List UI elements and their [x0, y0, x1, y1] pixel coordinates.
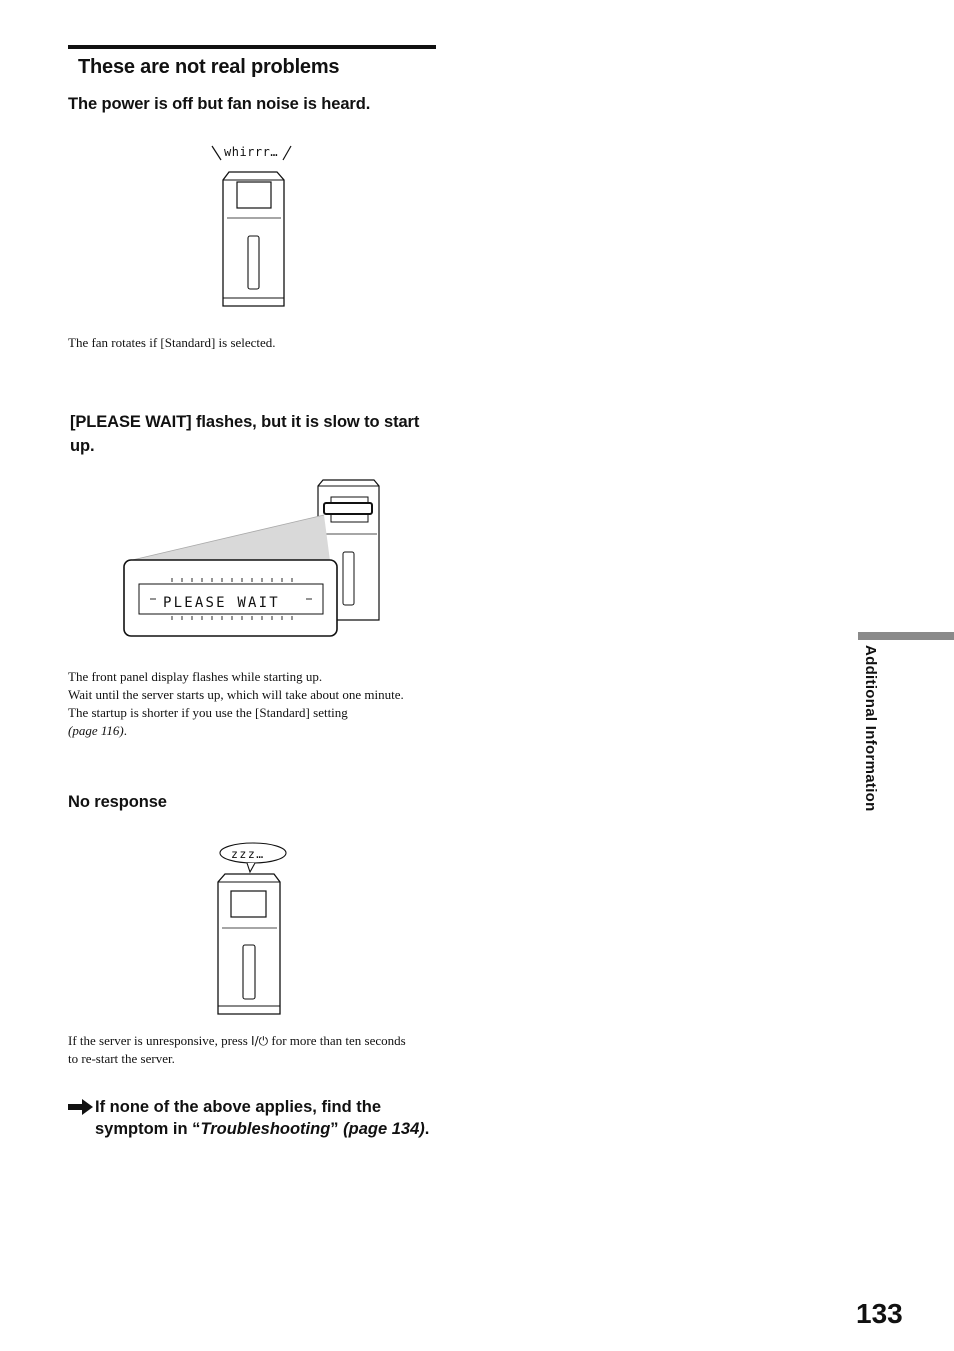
zzz-sound-text: zzz…	[231, 847, 265, 861]
note-line-4-end: .	[123, 723, 127, 738]
item-heading-please-wait	[70, 410, 419, 458]
item-note-no-response	[68, 1032, 406, 1068]
server-sleep-illustration	[200, 838, 300, 1018]
item-heading-no-response: No response	[68, 793, 167, 811]
note-line-3: The startup is shorter if you use the [Standard] setting	[68, 705, 348, 720]
heading-line-2: up.	[70, 437, 95, 455]
item-note-please-wait	[68, 668, 404, 740]
note-line-1: The front panel display flashes while starting up.	[68, 669, 323, 684]
sidebar-section-label: Additional Information	[862, 645, 879, 812]
section-title: These are not real problems	[78, 56, 340, 78]
arrow-right-icon	[68, 1099, 94, 1115]
power-button-icon: I/⏻	[251, 1034, 269, 1048]
sidebar-tab-marker	[858, 632, 954, 640]
troubleshooting-link[interactable]: Troubleshooting	[200, 1120, 331, 1138]
final-note-line-1: If none of the above applies, find the	[95, 1098, 382, 1116]
page-reference-link[interactable]: (page 116)	[68, 723, 124, 738]
whirr-sound-text: whirrr…	[224, 145, 279, 159]
please-wait-display-text: PLEASE WAIT	[163, 595, 280, 611]
note-line-4	[68, 722, 404, 740]
item-heading-fan-noise: The power is off but fan noise is heard.	[68, 95, 371, 113]
server-fan-illustration	[205, 138, 305, 310]
page-number: 133	[856, 1298, 903, 1329]
note-line-1: If the server is unresponsive, press I/⏻ for more than ten seconds	[68, 1033, 406, 1048]
page-134-link[interactable]: (page 134)	[343, 1120, 425, 1138]
note-line-2: to re-start the server.	[68, 1051, 175, 1066]
please-wait-illustration	[120, 476, 384, 640]
final-note-line-2: symptom in “Troubleshooting” (page 134).	[95, 1120, 430, 1138]
item-note-fan: The fan rotates if [Standard] is selected.	[68, 335, 276, 350]
heading-line-1: [PLEASE WAIT] flashes, but it is slow to start	[70, 413, 420, 431]
section-rule	[68, 45, 436, 49]
note-line-2: Wait until the server starts up, which will take about one minute.	[68, 687, 404, 702]
